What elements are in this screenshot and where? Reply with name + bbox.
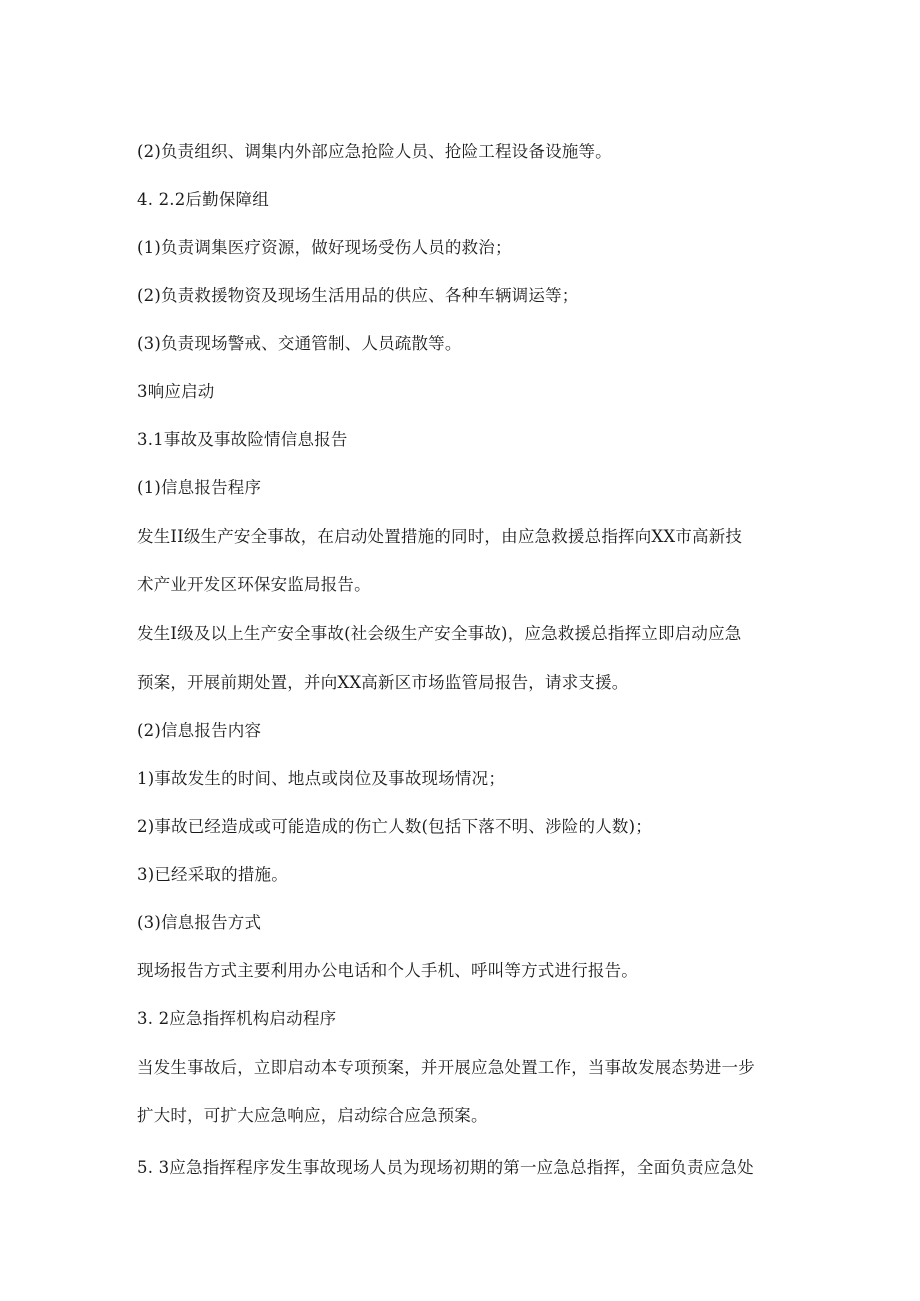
subsection-heading: (1)信息报告程序 (137, 478, 262, 497)
body-line: 发生I级及以上生产安全事故(社会级生产安全事故)，应急救援总指挥立即启动应急 (137, 624, 742, 643)
subsection-heading: (2)信息报告内容 (137, 721, 262, 740)
body-line: 预案，开展前期处置，并向XX高新区市场监管局报告，请求支援。 (137, 673, 629, 692)
section-heading: 3.1事故及事故险情信息报告 (137, 430, 348, 449)
body-line: 5. 3应急指挥程序发生事故现场人员为现场初期的第一应急总指挥，全面负责应急处 (137, 1158, 754, 1177)
body-line: 术产业开发区环保安监局报告。 (137, 575, 371, 594)
body-line: (3)负责现场警戒、交通管制、人员疏散等。 (137, 334, 462, 353)
body-line: (2)负责组织、调集内外部应急抢险人员、抢险工程设备设施等。 (137, 142, 612, 161)
body-line: 1)事故发生的时间、地点或岗位及事故现场情况； (137, 769, 506, 788)
body-line: 2)事故已经造成或可能造成的伤亡人数(包括下落不明、涉险的人数)； (137, 817, 652, 836)
body-line: 当发生事故后，立即启动本专项预案，并开展应急处置工作，当事故发展态势进一步 (137, 1058, 755, 1077)
body-line: 现场报告方式主要利用办公电话和个人手机、呼叫等方式进行报告。 (137, 961, 638, 980)
body-line: 发生II级生产安全事故，在启动处置措施的同时，由应急救援总指挥向XX市高新技 (137, 527, 743, 546)
body-line: (2)负责救援物资及现场生活用品的供应、各种车辆调运等； (137, 286, 579, 305)
body-line: 扩大时，可扩大应急响应，启动综合应急预案。 (137, 1106, 488, 1125)
section-heading: 4. 2.2后勤保障组 (137, 190, 269, 209)
subsection-heading: (3)信息报告方式 (137, 913, 262, 932)
section-heading: 3. 2应急指挥机构启动程序 (137, 1009, 337, 1028)
body-line: (1)负责调集医疗资源，做好现场受伤人员的救治； (137, 238, 512, 257)
body-line: 3)已经采取的措施。 (137, 865, 288, 884)
section-heading: 3响应启动 (137, 382, 215, 401)
